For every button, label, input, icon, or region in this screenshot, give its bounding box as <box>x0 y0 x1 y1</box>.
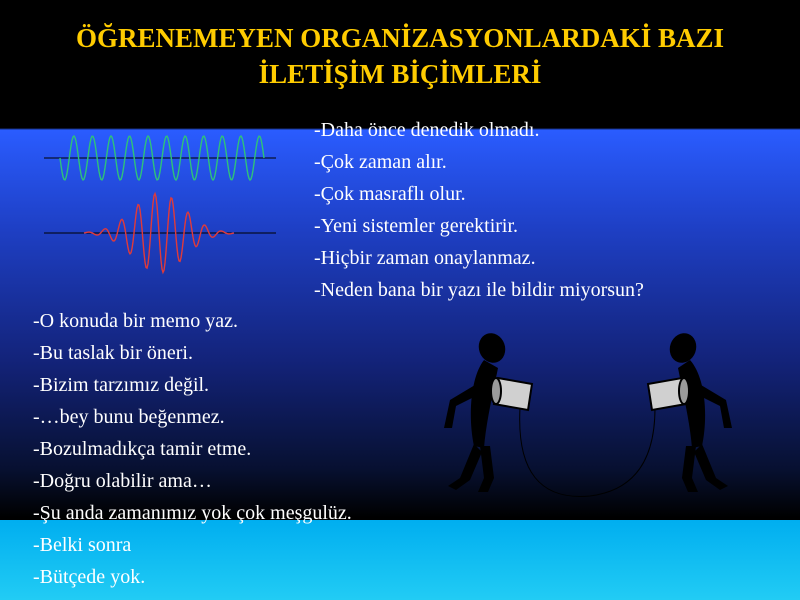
list-item: -Çok masraflı olur. <box>314 183 466 205</box>
list-item: -Çok zaman alır. <box>314 151 447 173</box>
title-line-2: İLETİŞİM BİÇİMLERİ <box>258 59 542 89</box>
list-item: -Doğru olabilir ama… <box>33 470 212 492</box>
list-item: -O konuda bir memo yaz. <box>33 310 238 332</box>
right-figure <box>666 329 732 492</box>
list-item: -Şu anda zamanımız yok çok meşgulüz. <box>33 502 352 524</box>
tin-can-phone-figures <box>440 328 740 508</box>
slide-title <box>0 20 800 92</box>
list-item: -Daha önce denedik olmadı. <box>314 119 540 141</box>
list-item: -Hiçbir zaman onaylanmaz. <box>314 247 536 269</box>
left-phrase-list <box>33 305 352 593</box>
list-item: -Belki sonra <box>33 534 132 556</box>
list-item: -Yeni sistemler gerektirir. <box>314 215 519 237</box>
list-item: -Bozulmadıkça tamir etme. <box>33 438 252 460</box>
left-figure <box>444 329 509 492</box>
right-can <box>648 378 689 410</box>
list-item: -Bütçede yok. <box>33 566 146 588</box>
title-line-1: ÖĞRENEMEYEN ORGANİZASYONLARDAKİ BAZI <box>75 23 725 53</box>
right-phrase-list <box>314 114 644 306</box>
left-can <box>491 378 532 410</box>
wave-illustration <box>44 130 276 278</box>
list-item: -Bizim tarzımız değil. <box>33 374 210 396</box>
list-item: -Bu taslak bir öneri. <box>33 342 193 364</box>
list-item: -…bey bunu beğenmez. <box>33 406 225 428</box>
list-item: -Neden bana bir yazı ile bildir miyorsun? <box>314 279 644 301</box>
